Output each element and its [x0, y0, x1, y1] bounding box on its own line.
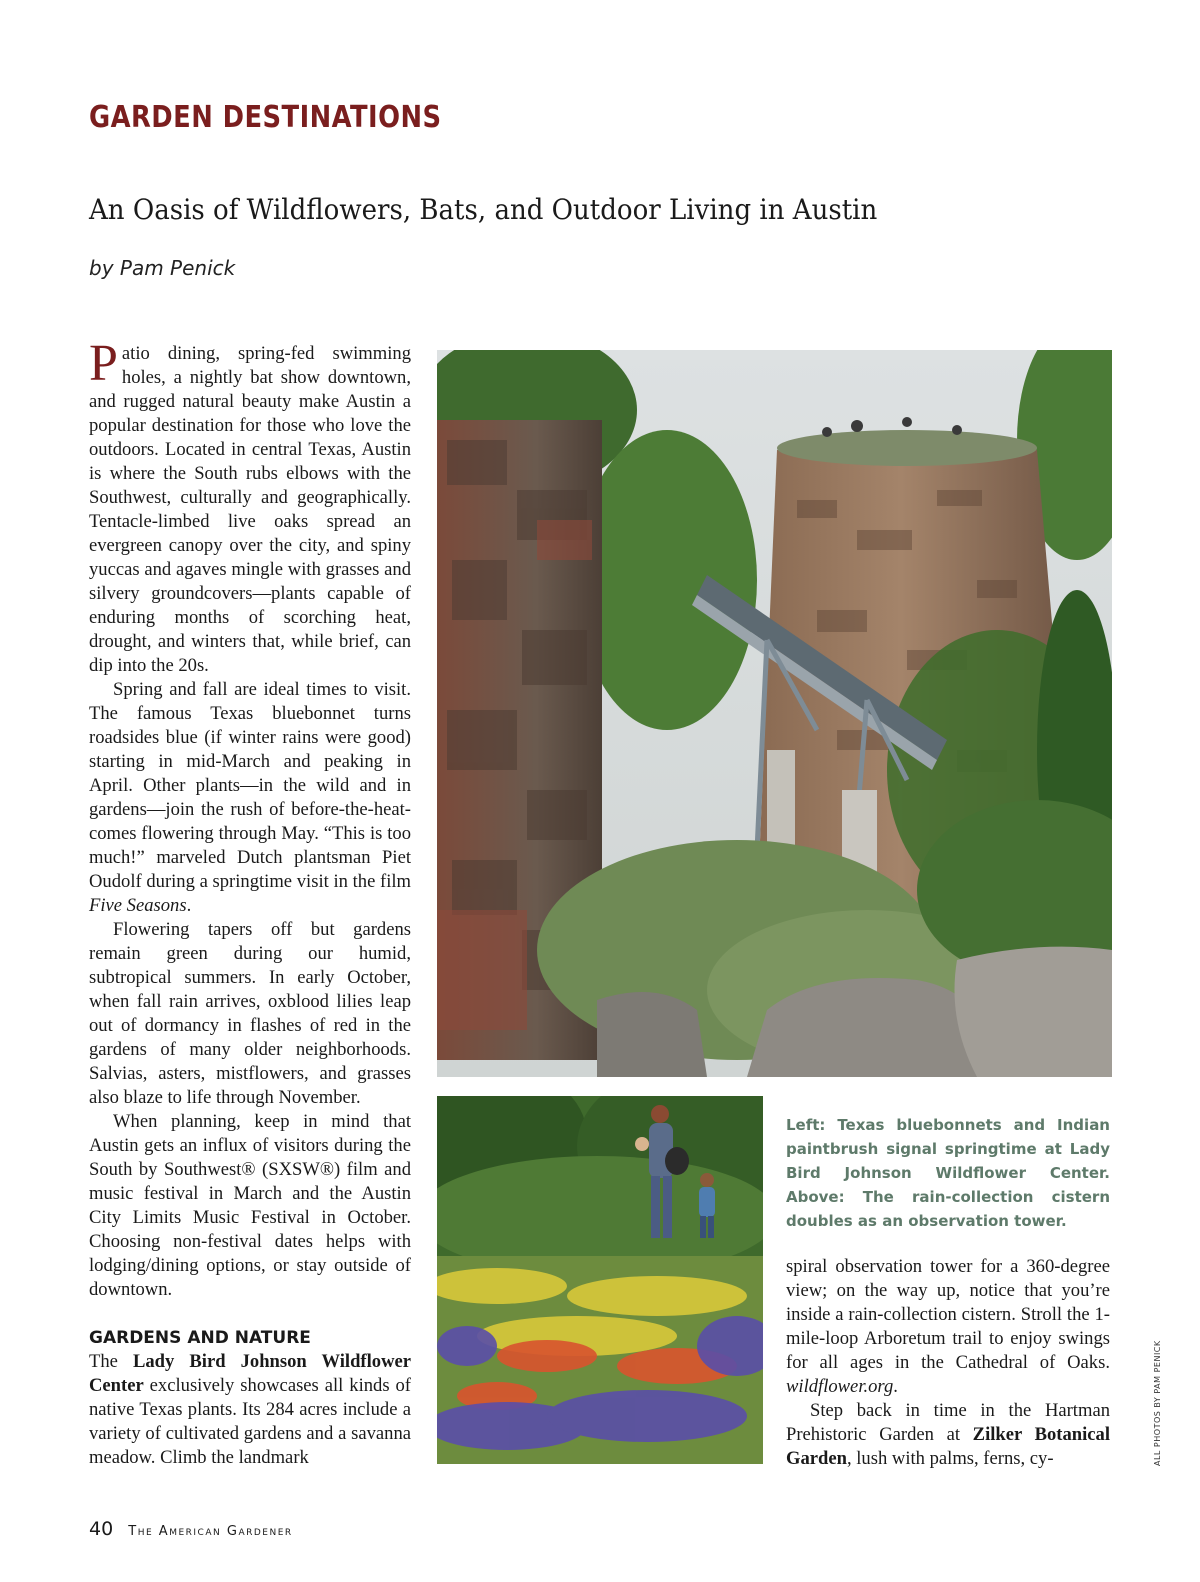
paragraph-2-end: .: [186, 895, 192, 916]
paragraph-5-text: exclusively showcases all kinds of native Texas plants. Its 284 acres include a variety of cultivated gardens and a savanna meadow. Climb the landmark: [89, 1375, 411, 1468]
magazine-name: The American Gardener: [128, 1524, 293, 1539]
photo-caption: Left: Texas bluebonnets and Indian paintbrush signal springtime at Lady Bird Johnson Wildflower Center. Above: The rain-collection cistern doubles as an observation tower.: [786, 1116, 1110, 1230]
section-heading: GARDEN DESTINATIONS: [89, 100, 442, 135]
paragraph-2-text: Spring and fall are ideal times to visit. The famous Texas bluebonnet turns roadsides blue (if winter rains were good) starting in mid-March and peaking in April. Other plants—in the wild and in gardens—join the rush of before-the-heat-comes flowering through May. “This is too much!” marveled Dutch plantsman Piet Oudolf during a springtime visit in the film: [89, 679, 411, 892]
byline: by Pam Penick: [89, 256, 236, 280]
wildflower-center-name: Lady Bird Johnson Wildflower Center: [89, 1351, 412, 1396]
paragraph-5-pre: The: [89, 1351, 133, 1372]
paragraph-6-end: .: [893, 1376, 898, 1397]
zilker-garden-name: Zilker Botanical Garden: [786, 1424, 1110, 1469]
paragraph-1-text: atio dining, spring-fed swimming holes, a nightly bat show downtown, and rugged natural beauty make Austin a popular destination for those who love the outdoors. Located in central Texas, Austin is where the South rubs elbows with the Southwest, culturally and geographically. Tentacle-limbed live oaks spread an evergreen canopy over the city, and spiny yuccas and agaves mingle with grasses and silvery groundcovers—plants capable of enduring months of scorching heat, drought, and winters that, while brief, can dip into the 20s.: [89, 343, 411, 676]
wildflower-meadow-photo: [437, 1096, 763, 1464]
page-number: 40: [89, 1518, 114, 1540]
page-footer: [89, 1518, 293, 1540]
website-link[interactable]: wildflower.org: [786, 1376, 894, 1397]
paragraph-2: [89, 678, 411, 918]
subheading-gardens: GARDENS AND NATURE: [89, 1328, 311, 1348]
paragraph-7-text: , lush with palms, ferns, cy-: [846, 1448, 1054, 1469]
paragraph-1: [89, 335, 411, 678]
paragraph-4: When planning, keep in mind that Austin gets an influx of visitors during the South by Southwest® (SXSW®) film and music festival in March and the Austin City Limits Music Festival in October. Choosing non-festival dates helps with lodging/dining options, or stay outside of downtown.: [89, 1111, 411, 1300]
film-title: Five Seasons: [89, 895, 187, 916]
paragraph-5: [89, 1350, 411, 1470]
drop-cap: P: [89, 335, 118, 392]
paragraph-7: [786, 1399, 1110, 1471]
cistern-tower-photo: [437, 350, 1112, 1077]
paragraph-6-text: spiral observation tower for a 360-degree view; on the way up, notice that you’re inside a rain-collection cistern. Stroll the 1-mile-loop Arboretum trail to enjoy swings for all ages in the Cathedral of Oaks.: [786, 1256, 1110, 1373]
paragraph-3: Flowering tapers off but gardens remain green during our humid, subtropical summers. In early October, when fall rain arrives, oxblood lilies leap out of dormancy in flashes of red in the gardens of many older neighborhoods. Salvias, asters, mistflowers, and grasses also blaze to life through November.: [89, 919, 411, 1108]
article-title: An Oasis of Wildflowers, Bats, and Outdoor Living in Austin: [89, 193, 878, 226]
left-column: [89, 335, 412, 1470]
right-column: [786, 1255, 1110, 1471]
photo-credit: ALL PHOTOS BY PAM PENICK: [1153, 1340, 1162, 1466]
paragraph-6: [786, 1255, 1110, 1399]
paragraph-7-pre: Step back in time in the Hartman Prehistoric Garden at: [786, 1400, 1110, 1445]
